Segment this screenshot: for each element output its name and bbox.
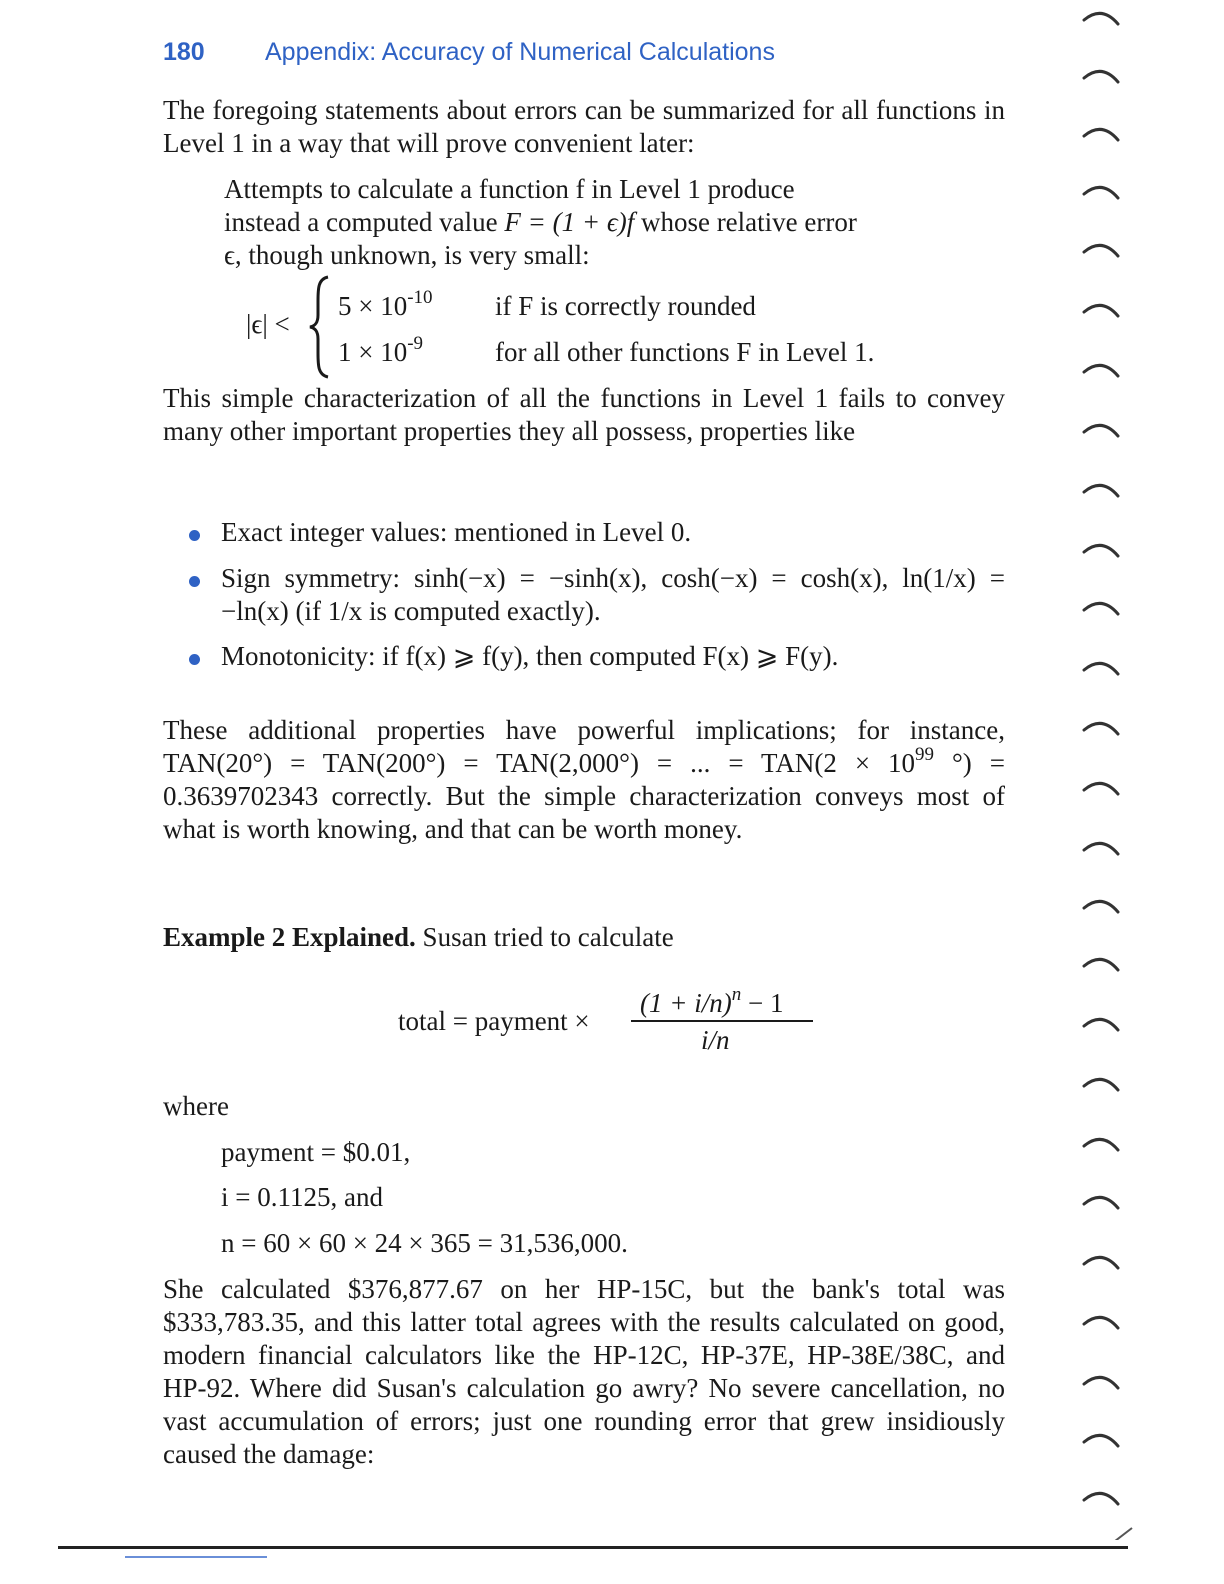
chapter-title: Appendix: Accuracy of Numerical Calculations: [265, 38, 775, 66]
case1-mantissa: 5 × 10: [338, 291, 408, 321]
case2-value: [338, 333, 424, 369]
bottom-edge-line: [58, 1546, 1128, 1549]
case1-condition: if F is correctly rounded: [495, 291, 756, 321]
def-payment: payment = $0.01,: [221, 1137, 411, 1167]
bullet-icon: [189, 654, 200, 665]
case2-condition: for all other functions F in Level 1.: [495, 337, 875, 367]
example-heading-line: [163, 921, 674, 954]
indented-line-3: ϵ, though unknown, is very small:: [224, 240, 590, 270]
bullet-icon: [189, 530, 200, 541]
def-periods: n = 60 × 60 × 24 × 365 = 31,536,000.: [221, 1228, 628, 1258]
formula-numerator: [640, 984, 784, 1020]
numerator-tail: − 1: [741, 988, 784, 1018]
where-label: where: [163, 1091, 229, 1121]
numerator-base: (1 + i/n): [640, 988, 732, 1018]
formula-denominator: i/n: [701, 1025, 730, 1055]
formula-lhs: total = payment ×: [398, 1006, 590, 1036]
bullet-icon: [189, 576, 200, 587]
result-paragraph: She calculated $376,877.67 on her HP-15C, but the bank's total was $333,783.35, and this latter total agrees with the results calculated on good, modern financial calculators like the HP-12C, HP-37E, HP-38E/38C, and HP-92. Where did Susan's calculation go awry? No severe cancellation, no vast accumulation of errors; just one rounding error that grew insidiously caused the damage:: [163, 1274, 1005, 1469]
example-intro: Susan tried to calculate: [422, 922, 674, 952]
bullet-sign-symmetry: Sign symmetry: sinh(−x) = −sinh(x), cosh(−x) = cosh(x), ln(1/x) = −ln(x) (if 1/x is computed exactly).: [221, 563, 1005, 626]
indented-line-1: Attempts to calculate a function f in Level 1 produce: [224, 174, 795, 204]
bound-lhs: |ϵ| <: [246, 309, 290, 339]
computed-value-formula: F = (1 + ϵ)f: [504, 207, 635, 237]
intro-paragraph: The foregoing statements about errors can be summarized for all functions in Level 1 in a way that will prove convenient later:: [163, 95, 1005, 158]
running-header: [163, 38, 1023, 67]
bottom-accent-line: [125, 1556, 267, 1558]
page-number: 180: [163, 38, 205, 66]
left-brace-icon: [308, 275, 334, 379]
bullet-monotonicity: Monotonicity: if f(x) ⩾ f(y), then computed F(x) ⩾ F(y).: [221, 641, 839, 671]
case2-mantissa: 1 × 10: [338, 337, 408, 367]
binding-rings-icon: [1076, 0, 1136, 1540]
indented-line-2-end: whose relative error: [634, 207, 857, 237]
numerator-exponent: n: [731, 984, 742, 1005]
properties-text-start: These additional properties have powerful implications; for instance, TAN(20°) = TAN(200°) = TAN(2,000°) = ... = TAN(2 × 10: [163, 715, 1005, 778]
bullet-exact-integers: Exact integer values: mentioned in Level 0.: [221, 517, 692, 547]
characterization-paragraph: This simple characterization of all the functions in Level 1 fails to convey many other important properties they all possess, properties like: [163, 383, 1005, 446]
properties-text-end: °) = 0.3639702343 correctly. But the simple characterization conveys most of what is worth knowing, and that can be worth money.: [163, 748, 1005, 844]
case1-value: [338, 287, 433, 323]
example-heading: Example 2 Explained.: [163, 922, 416, 952]
tan-exponent: 99: [915, 744, 935, 765]
case2-exponent: -9: [407, 333, 424, 354]
properties-paragraph: [163, 714, 1005, 846]
def-interest: i = 0.1125, and: [221, 1182, 383, 1212]
indented-line-2: [224, 206, 857, 239]
indented-line-2-start: instead a computed value: [224, 207, 505, 237]
fraction-bar: [631, 1020, 813, 1022]
case1-exponent: -10: [407, 287, 433, 308]
